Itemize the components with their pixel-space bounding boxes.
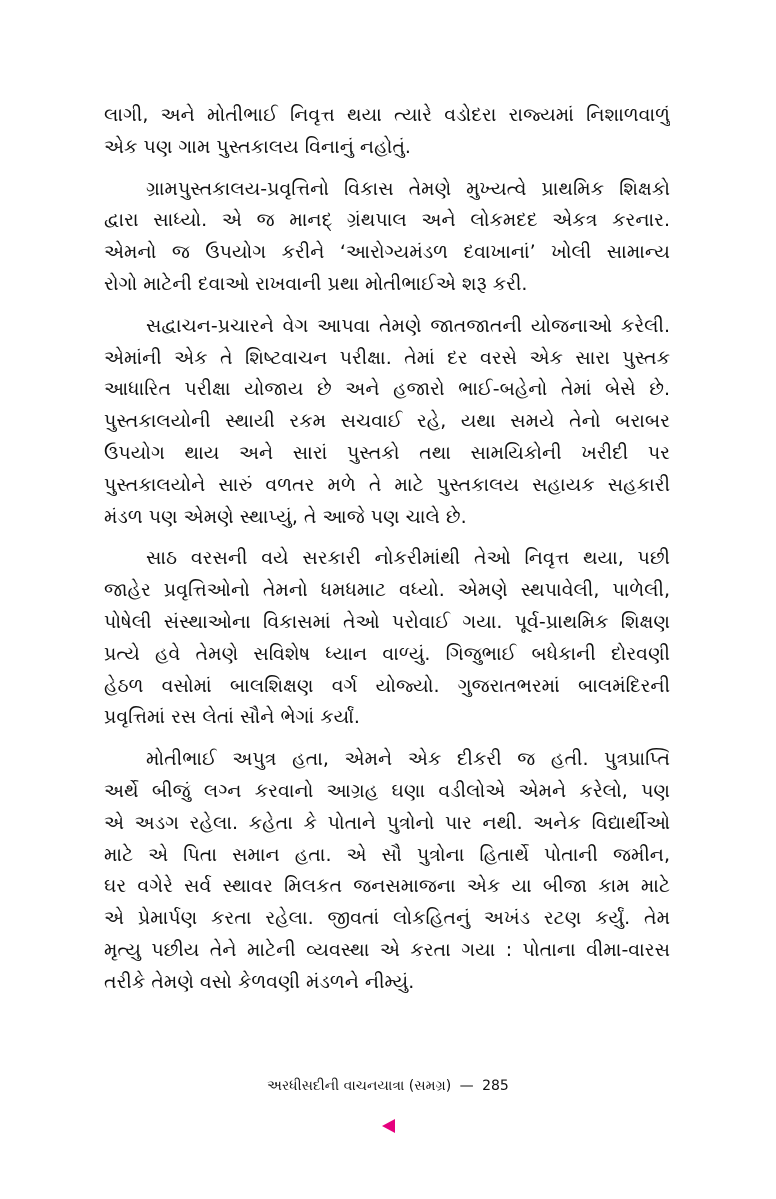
text-line: પુસ્તકાલયોને સારું વળતર મળે તે માટે પુસ્તકાલય સહાયક સહકારી [104, 473, 670, 496]
text-line: મંડળ પણ એમણે સ્થાપ્યું, તે આજે પણ ચાલે છે. [104, 505, 467, 528]
footer-dash: — [459, 1078, 474, 1094]
text-line: મૃત્યુ પછીય તેને માટેની વ્યવસ્થા એ કરતા ગયા : પોતાના વીમા-વારસ [104, 938, 670, 961]
page-footer [0, 1076, 776, 1096]
triangle-left-icon[interactable] [382, 1119, 395, 1133]
text-line: આધારિત પરીક્ષા યોજાય છે અને હજારો ભાઈ-બહેનો તેમાં બેસે છે. [104, 378, 670, 401]
paragraph-1 [104, 100, 670, 164]
text-line: હેઠળ વસોમાં બાલશિક્ષણ વર્ગ યોજ્યો. ગુજરાતભરમાં બાલમંદિરની [104, 674, 670, 697]
paragraph-4 [104, 543, 670, 734]
text-line: સાઠ વરસની વયે સરકારી નોકરીમાંથી તેઓ નિવૃત્ત થયા, પછી [146, 547, 670, 570]
paragraph-2 [104, 174, 670, 301]
paragraph-5 [104, 744, 670, 998]
body-text [104, 100, 670, 1009]
text-line: એક પણ ગામ પુસ્તકાલય વિનાનું નહોતું. [104, 135, 411, 158]
text-line: મોતીભાઈ અપુત્ર હતા, એમને એક દીકરી જ હતી. પુત્રપ્રાપ્તિ [146, 748, 670, 771]
text-line: દ્વારા સાધ્યો. એ જ માનદ્ ગ્રંથપાલ અને લોકમદદ એકત્ર કરનાર. [104, 209, 670, 232]
text-line: પુસ્તકાલયોની સ્થાયી રકમ સચવાઈ રહે, યથા સમયે તેનો બરાબર [104, 410, 670, 433]
text-line: એ અડગ રહેલા. કહેતા કે પોતાને પુત્રોનો પાર નથી. અનેક વિદ્યાર્થીઓ [104, 811, 670, 834]
page-number: 285 [482, 1078, 509, 1094]
text-line: પ્રત્યે હવે તેમણે સવિશેષ ધ્યાન વાળ્યું. ગિજુભાઈ બધેકાની દોરવણી [104, 642, 670, 665]
text-line: એ પ્રેમાર્પણ કરતા રહેલા. જીવતાં લોકહિતનું અખંડ રટણ કર્યું. તેમ [104, 907, 670, 930]
text-line: ઉપયોગ થાય અને સારાં પુસ્તકો તથા સામયિકોની ખરીદી પર [104, 441, 670, 464]
text-line: સદ્વાચન-પ્રચારને વેગ આપવા તેમણે જાતજાતની યોજનાઓ કરેલી. [146, 314, 670, 337]
text-line: પ્રવૃત્તિમાં રસ લેતાં સૌને ભેગાં કર્યાં. [104, 706, 360, 729]
text-line: રોગો માટેની દવાઓ રાખવાની પ્રથા મોતીભાઈએ શરૂ કરી. [104, 272, 528, 295]
text-line: પોષેલી સંસ્થાઓના વિકાસમાં તેઓ પરોવાઈ ગયા. પૂર્વ-પ્રાથમિક શિક્ષણ [104, 610, 670, 633]
text-line: જાહેર પ્રવૃત્તિઓનો તેમનો ધમધમાટ વધ્યો. એમણે સ્થપાવેલી, પાળેલી, [104, 579, 670, 602]
text-line: ઘર વગેરે સર્વ સ્થાવર મિલકત જનસમાજના એક યા બીજા કામ માટે [104, 875, 670, 898]
text-line: લાગી, અને મોતીભાઈ નિવૃત્ત થયા ત્યારે વડોદરા રાજ્યમાં નિશાળવાળું [104, 104, 670, 126]
text-line: અર્થે બીજું લગ્ન કરવાનો આગ્રહ ઘણા વડીલોએ એમને કરેલો, પણ [104, 779, 670, 802]
text-line: માટે એ પિતા સમાન હતા. એ સૌ પુત્રોના હિતાર્થે પોતાની જમીન, [104, 843, 670, 866]
text-line: ગ્રામપુસ્તકાલય-પ્રવૃત્તિનો વિકાસ તેમણે મુખ્યત્વે પ્રાથમિક શિક્ષકો [146, 177, 670, 200]
paragraph-3 [104, 311, 670, 534]
book-title: અરધીસદીની વાચનયાત્રા (સમગ્ર) [267, 1078, 452, 1094]
text-line: તરીકે તેમણે વસો કેળવણી મંડળને નીમ્યું. [104, 970, 415, 993]
text-line: એમનો જ ઉપયોગ કરીને ‘આરોગ્યમંડળ દવાખાનાં’ ખોલી સામાન્ય [104, 241, 670, 264]
text-line: એમાંની એક તે શિષ્ટવાચન પરીક્ષા. તેમાં દર વરસે એક સારા પુસ્તક [104, 346, 670, 369]
